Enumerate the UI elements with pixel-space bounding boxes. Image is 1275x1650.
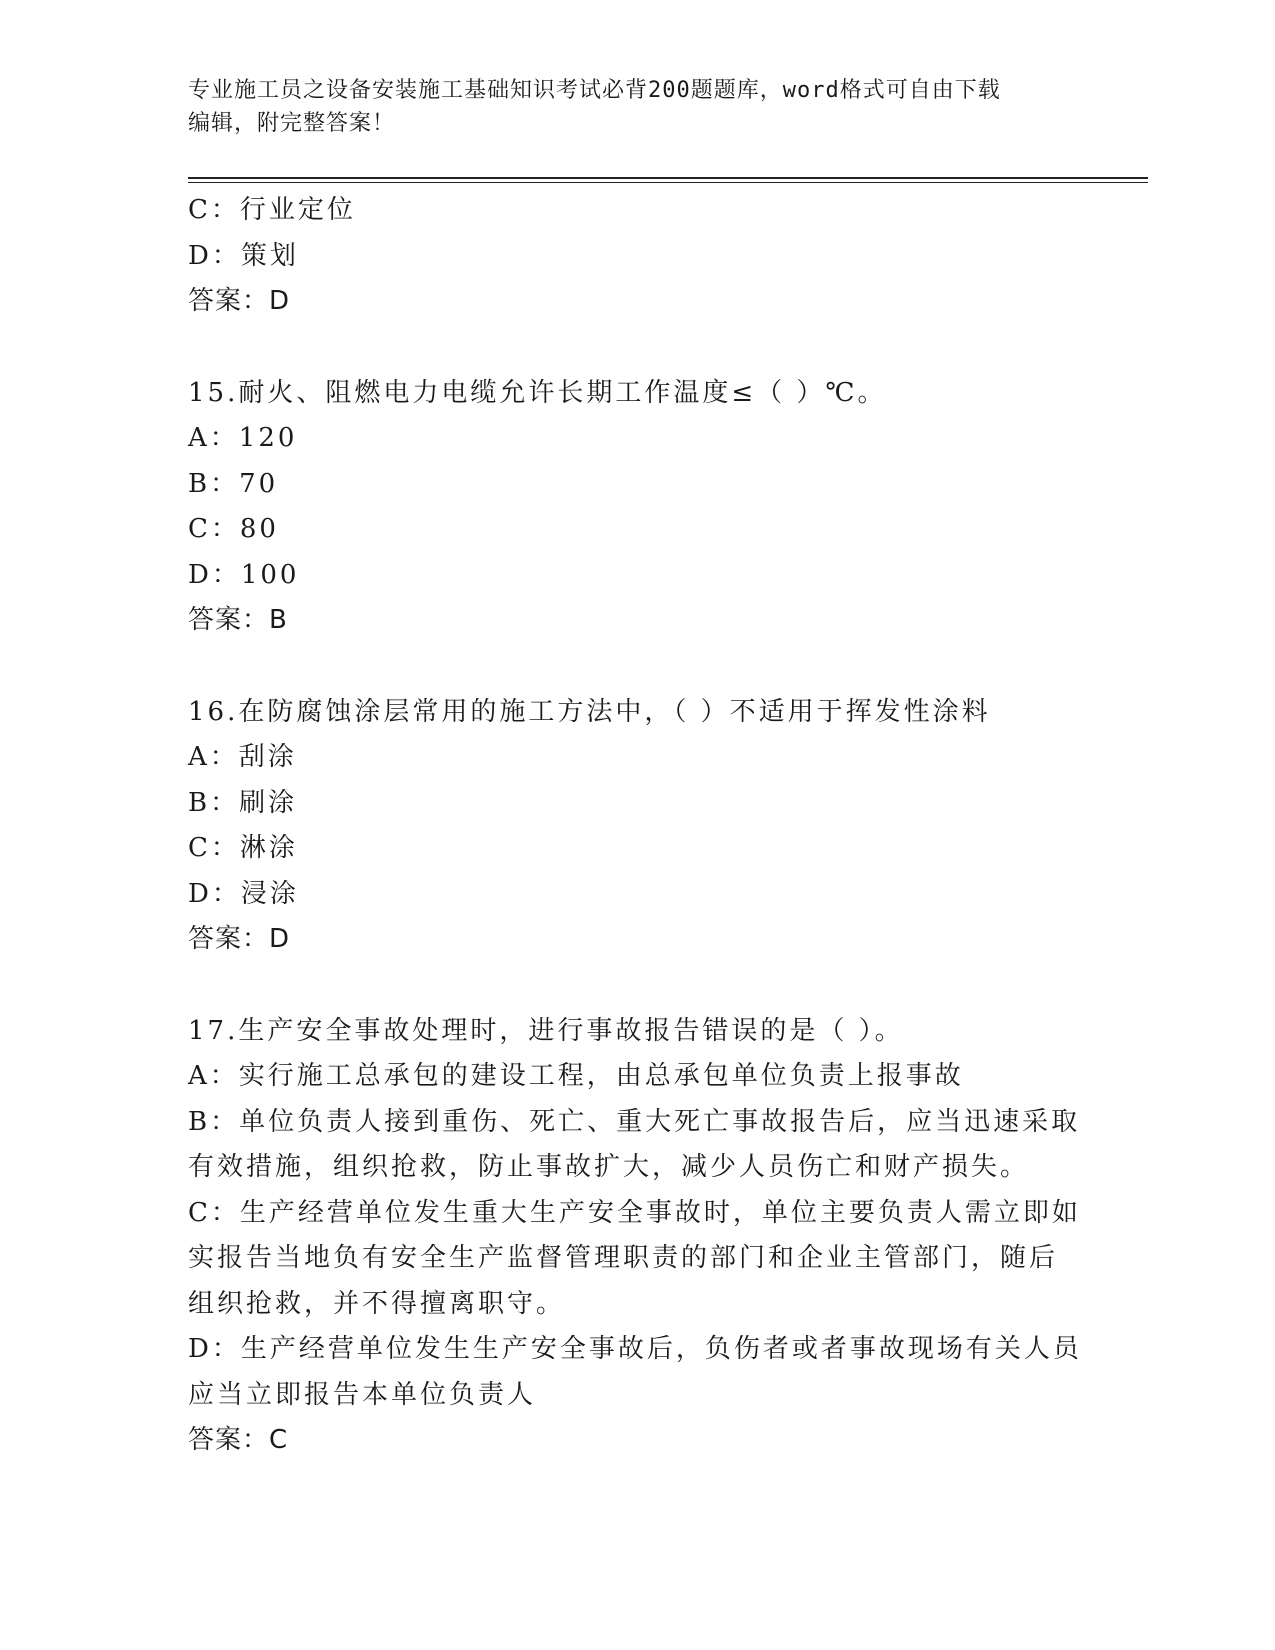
option-a: A：120 [188,423,298,453]
header-line-1: 专业施工员之设备安装施工基础知识考试必背200题题库，word格式可自由下载 [188,78,1001,103]
option-a: A：实行施工总承包的建设工程，由总承包单位负责上报事故 [188,1061,964,1091]
answer: 答案：B [188,605,288,635]
question-16 [188,690,1088,963]
spacer [188,325,1088,371]
option-d: D：浸涂 [188,878,299,909]
header-rule-thin [188,182,1148,183]
question-text: 17.生产安全事故处理时，进行事故报告错误的是（ ）。 [188,1015,904,1046]
option-c-line-2: 实报告当地负有安全生产监督管理职责的部门和企业主管部门，随后 [188,1243,1059,1273]
question-15 [188,371,1088,644]
answer: 答案：D [188,286,291,316]
option-c: C：80 [188,514,279,544]
option-c: C：行业定位 [188,195,356,225]
header-line-2: 编辑，附完整答案！ [188,111,396,136]
header-rule-thick [188,177,1148,179]
option-b: B：70 [188,468,279,499]
option-c: C：淋涂 [188,833,298,863]
option-d-line-2: 应当立即报告本单位负责人 [188,1379,537,1410]
question-text: 16.在防腐蚀涂层常用的施工方法中，（ ）不适用于挥发性涂料 [188,696,991,727]
option-d: D：100 [188,559,300,590]
question-17 [188,1009,1088,1464]
answer: 答案：D [188,924,291,954]
spacer [188,644,1088,690]
option-c-line-3: 组织抢救，并不得擅离职守。 [188,1288,566,1319]
option-b-line-2: 有效措施，组织抢救，防止事故扩大，减少人员伤亡和财产损失。 [188,1152,1030,1182]
option-c-line-1: C：生产经营单位发生重大生产安全事故时，单位主要负责人需立即如 [188,1197,1081,1228]
question-text: 15.耐火、阻燃电力电缆允许长期工作温度≤（ ）℃。 [188,377,887,408]
option-d-line-1: D：生产经营单位发生生产安全事故后，负伤者或者事故现场有关人员 [188,1334,1082,1364]
question-list [188,188,1088,1464]
option-d: D：策划 [188,240,299,271]
option-b-line-1: B：单位负责人接到重伤、死亡、重大死亡事故报告后，应当迅速采取 [188,1106,1081,1137]
option-a: A：刮涂 [188,742,297,772]
answer: 答案：C [188,1425,289,1455]
question-14-tail [188,188,1088,325]
spacer [188,963,1088,1009]
document-header [188,74,1088,140]
option-b: B：刷涂 [188,787,298,818]
